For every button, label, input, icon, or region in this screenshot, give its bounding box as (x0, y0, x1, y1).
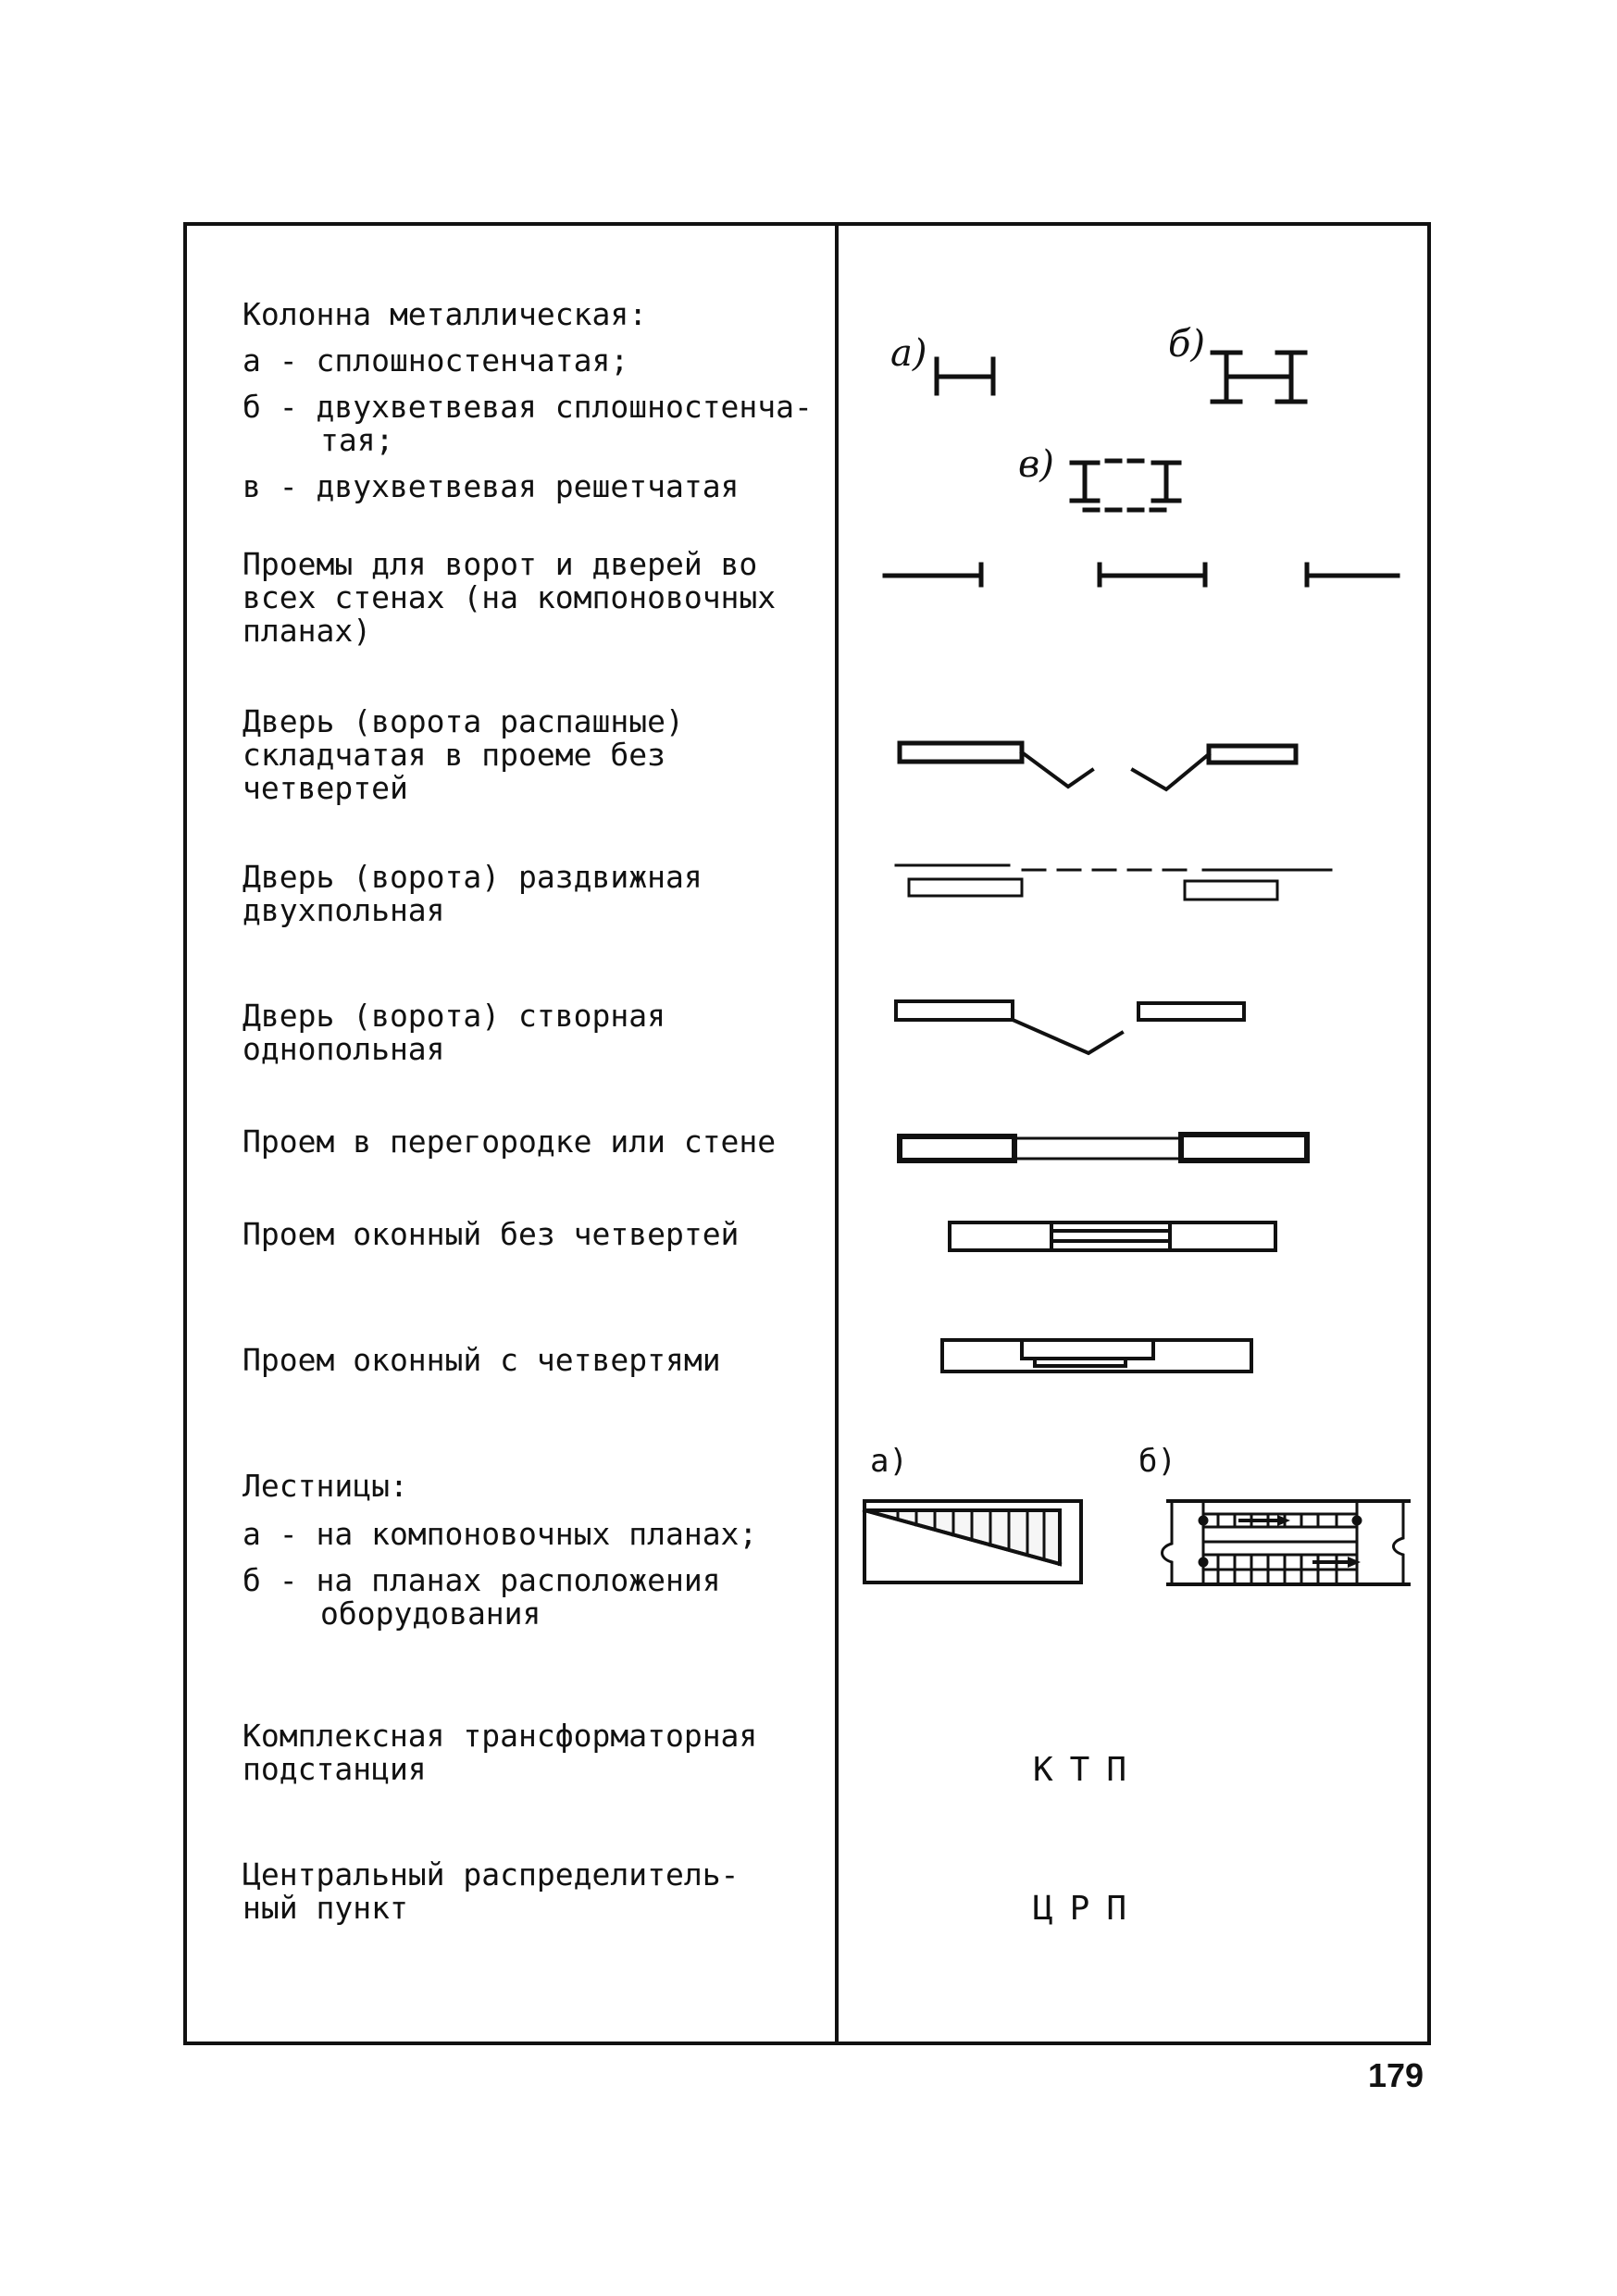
openings-line2: всех стенах (на компоновочных (243, 579, 777, 615)
window-rebate-symbol (942, 1340, 1251, 1371)
window-rebate-label: Проем оконный с четвертями (243, 1342, 721, 1378)
crp-line2: ный пункт (243, 1890, 408, 1926)
hinged-door-symbol (896, 1001, 1244, 1053)
folding-door-symbol (900, 743, 1296, 789)
hinged-door-line1: Дверь (ворота) створная (243, 998, 665, 1034)
stairs-label-a: а) (870, 1443, 908, 1480)
page-number: 179 (1368, 2056, 1424, 2094)
stairs-item-b-line1: б - на планах расположения (243, 1562, 721, 1598)
column-label-a: а) (890, 332, 927, 375)
column-item-b-line1: б - двухветвевая сплошностенча- (243, 389, 813, 425)
window-no-rebate-label: Проем оконный без четвертей (243, 1216, 740, 1252)
crp-line1: Центральный распределитель- (243, 1856, 740, 1893)
sliding-door-line2: двухпольная (243, 892, 445, 928)
column-title: Колонна металлическая: (243, 296, 648, 332)
wall-opening-symbol (885, 565, 1398, 585)
column-twin-solid-symbol (1213, 353, 1305, 402)
hinged-door-line2: однопольная (243, 1031, 445, 1067)
crp-abbreviation: ЦРП (1033, 1890, 1144, 1928)
ktp-line2: подстанция (243, 1751, 427, 1787)
openings-line1: Проемы для ворот и дверей во (243, 546, 758, 582)
partition-opening-symbol (900, 1135, 1307, 1160)
column-twin-lattice-symbol (1072, 461, 1179, 510)
openings-line3: планах) (243, 613, 372, 649)
ktp-abbreviation: КТП (1033, 1751, 1144, 1789)
folding-door-line1: Дверь (ворота распашные) (243, 703, 684, 739)
sliding-door-symbol (896, 865, 1331, 900)
folding-door-line3: четвертей (243, 770, 408, 806)
column-label-v: в) (1018, 443, 1054, 486)
column-item-a: а - сплошностенчатая; (243, 342, 629, 379)
partition-opening-label: Проем в перегородке или стене (243, 1123, 777, 1160)
ktp-line1: Комплексная трансформаторная (243, 1718, 758, 1754)
folding-door-line2: складчатая в проеме без (243, 737, 665, 773)
column-solid-web-symbol (937, 359, 993, 393)
window-no-rebate-symbol (950, 1222, 1275, 1250)
stairs-title: Лестницы: (243, 1468, 408, 1504)
column-label-b: б) (1168, 323, 1206, 366)
stairs-label-b: б) (1138, 1443, 1176, 1480)
column-item-v: в - двухветвевая решетчатая (243, 468, 740, 504)
stairs-equipment-symbol (1163, 1501, 1410, 1584)
stairs-layout-symbol (864, 1501, 1081, 1582)
column-item-b-line2: тая; (320, 422, 394, 458)
stairs-item-b-line2: оборудования (320, 1595, 541, 1632)
stairs-item-a: а - на компоновочных планах; (243, 1516, 758, 1552)
sliding-door-line1: Дверь (ворота) раздвижная (243, 859, 703, 895)
